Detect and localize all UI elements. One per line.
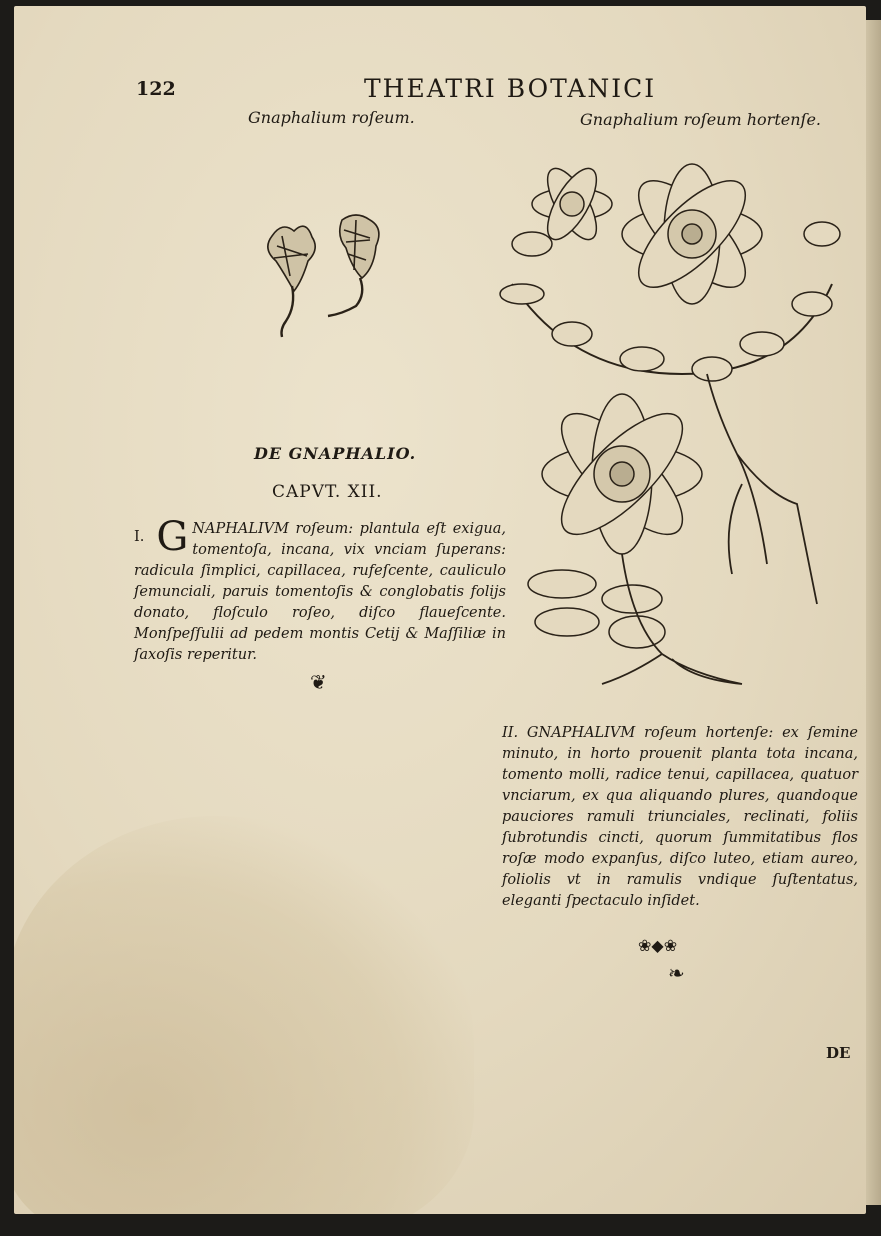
ornament-tail: ❧ [668, 961, 685, 985]
running-title: THEATRI BOTANICI [364, 74, 657, 103]
ornament-small: ❦ [310, 670, 327, 694]
paragraph-one [134, 514, 506, 666]
chapter-heading: CAPVT. XII. [272, 482, 383, 502]
paragraph-one-text: NAPHALIVM roſeum: plantula eſt exigua, tomentoſa, incana, vix vnciam ſuperans: radicula ſimplici, capillacea, rufeſcente, cauliculo ſemunciali, paruis tomentoſis & conglobatis folijs donato, floſculo roſeo, diſco flaueſcente. Monſpeſſulii ad pedem montis Cetij & Maſſiliæ in ſaxoſis reperitur. [134, 521, 506, 663]
woodcut-small-gnaphalium [252, 206, 402, 346]
next-page-edge [866, 20, 881, 1205]
water-stain [14, 816, 474, 1214]
woodcut-large-gnaphalium-hortense [492, 144, 852, 704]
page-number: 122 [136, 78, 176, 100]
drop-cap: G [156, 514, 189, 560]
caption-left: Gnaphalium roſeum. [248, 108, 415, 127]
ornament-divider: ❀◆❀ [638, 936, 678, 955]
section-title: DE GNAPHALIO. [254, 444, 417, 463]
catchword: DE [826, 1044, 851, 1062]
paragraph-two: II. GNAPHALIVM roſeum hortenſe: ex ſemine minuto, in horto prouenit planta tota incana, tomento molli, radice tenui, capillacea, quatuor vnciarum, ex qua aliquando plures, quandoque pauciores ramuli triunciales, reclinati, foliis ſubrotundis cincti, quorum ſummitatibus flos roſæ modo expanſus, diſco luteo, etiam aureo, foliolis vt in ramulis vndique ſuſtentatus, eleganti ſpectaculo inſidet. [502, 725, 858, 909]
paragraph-one-numeral: I. [134, 529, 145, 545]
caption-right: Gnaphalium roſeum hortenſe. [580, 110, 822, 129]
book-page [14, 6, 866, 1214]
